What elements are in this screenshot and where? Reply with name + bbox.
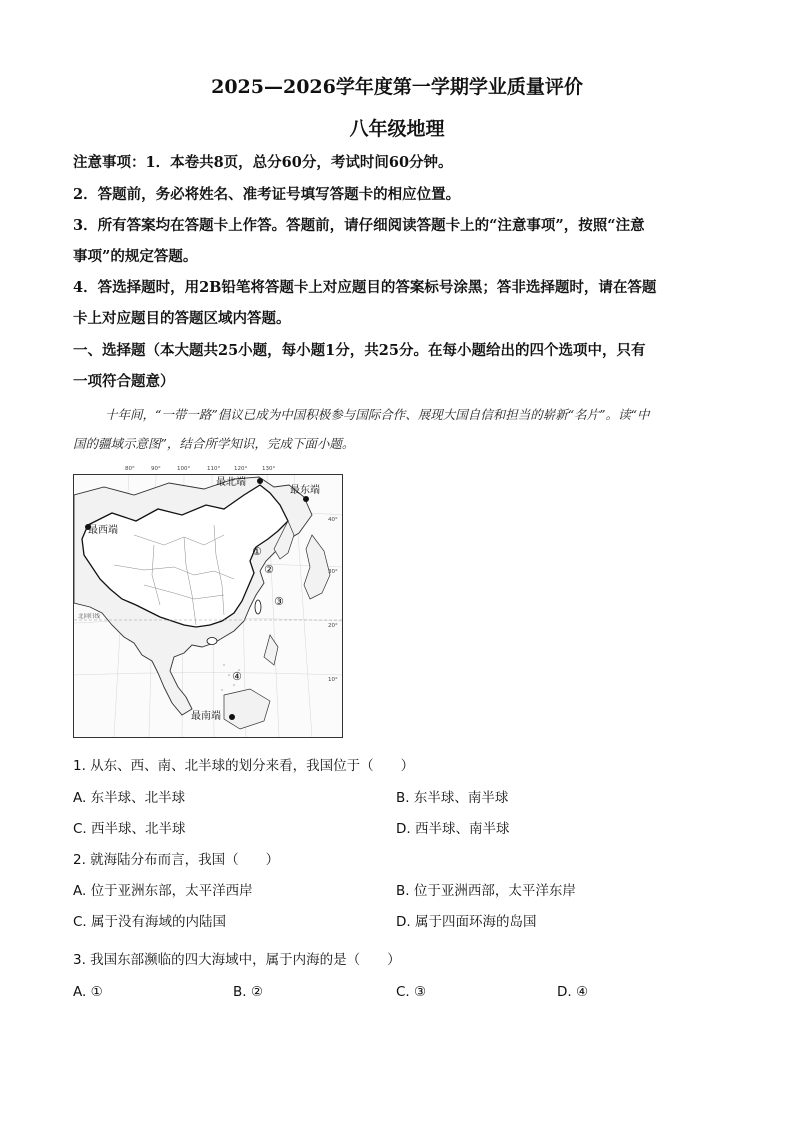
sea-marker-4: ④ [232,670,242,683]
tropic-label: 北回归线 [78,614,101,620]
lon-tick: 90° [151,466,161,472]
japan-outline [304,535,330,599]
taiwan-island [255,600,261,614]
borneo-outline [224,689,270,729]
hainan-island [207,638,217,645]
lon-tick: 100° [177,466,191,472]
lat-tick: 10° [328,677,338,683]
lat-tick: 20° [328,623,338,629]
intro-text: 国的疆域示意图”，结合所学知识，完成下面小题。 [73,436,355,451]
question-3-option-d[interactable]: D. ④ [557,984,589,1000]
east-point-label: 最东端 [290,485,320,496]
question-2-option-a[interactable]: A. 位于亚洲东部，太平洋西岸 [73,883,253,899]
lon-tick: 110° [207,466,221,472]
section-heading: 一项符合题意） [73,373,175,390]
exam-title: 2025—2026学年度第一学期学业质量评价 [211,76,583,98]
question-1-option-c[interactable]: C. 西半球、北半球 [73,821,186,837]
notice-line: 注意事项：1．本卷共8页，总分60分，考试时间60分钟。 [73,154,453,171]
lat-tick: 30° [328,569,338,575]
question-1-option-a[interactable]: A. 东半球、北半球 [73,790,186,806]
sea-marker-2: ② [264,563,274,576]
lat-tick: 40° [328,517,338,523]
lon-ticks [73,462,343,474]
question-3-option-c[interactable]: C. ③ [396,984,427,1000]
question-1-option-d[interactable]: D. 西半球、南半球 [396,821,510,837]
west-point-label: 最西端 [88,525,118,536]
south-point-label: 最南端 [191,711,221,722]
question-2-option-b[interactable]: B. 位于亚洲西部，太平洋东岸 [396,883,576,899]
lon-tick: 80° [125,466,135,472]
question-2-stem: 2. 就海陆分布而言，我国（ ） [73,852,280,868]
sea-marker-1: ① [252,545,262,558]
east-point-marker [303,496,309,502]
question-3-option-b[interactable]: B. ② [233,984,263,1000]
notice-line: 4．答选择题时，用2B铅笔将答题卡上对应题目的答案标号涂黑；答非选择题时，请在答题 [73,279,657,296]
question-3-option-a[interactable]: A. ① [73,984,103,1000]
question-2-option-d[interactable]: D. 属于四面环海的岛国 [396,914,537,930]
notice-line: 卡上对应题目的答题区域内答题。 [73,310,291,327]
notice-line: 3．所有答案均在答题卡上作答。答题前，请仔细阅读答题卡上的“注意事项”，按照“注意 [73,217,645,234]
china-territory-map [73,474,343,738]
question-1-option-b[interactable]: B. 东半球、南半球 [396,790,509,806]
sea-marker-3: ③ [274,595,284,608]
question-1-stem: 1. 从东、西、南、北半球的划分来看，我国位于（ ） [73,758,415,774]
exam-subtitle: 八年级地理 [349,118,445,140]
lon-tick: 120° [234,466,248,472]
lon-tick: 130° [262,466,276,472]
philippines-outline [264,635,278,665]
section-heading: 一、选择题（本大题共25小题，每小题1分，共25分。在每小题给出的四个选项中，只有 [73,342,646,359]
question-3-stem: 3. 我国东部濒临的四大海域中，属于内海的是（ ） [73,952,401,968]
south-point-marker [229,714,235,720]
notice-line: 事项”的规定答题。 [73,248,198,265]
north-point-marker [257,478,263,484]
intro-text: 十年间，“一带一路”倡议已成为中国积极参与国际合作、展现大国自信和担当的崭新“名片”。读“中 [105,407,650,422]
notice-line: 2．答题前，务必将姓名、准考证号填写答题卡的相应位置。 [73,186,461,203]
north-point-label: 最北端 [216,477,246,488]
question-2-option-c[interactable]: C. 属于没有海域的内陆国 [73,914,227,930]
